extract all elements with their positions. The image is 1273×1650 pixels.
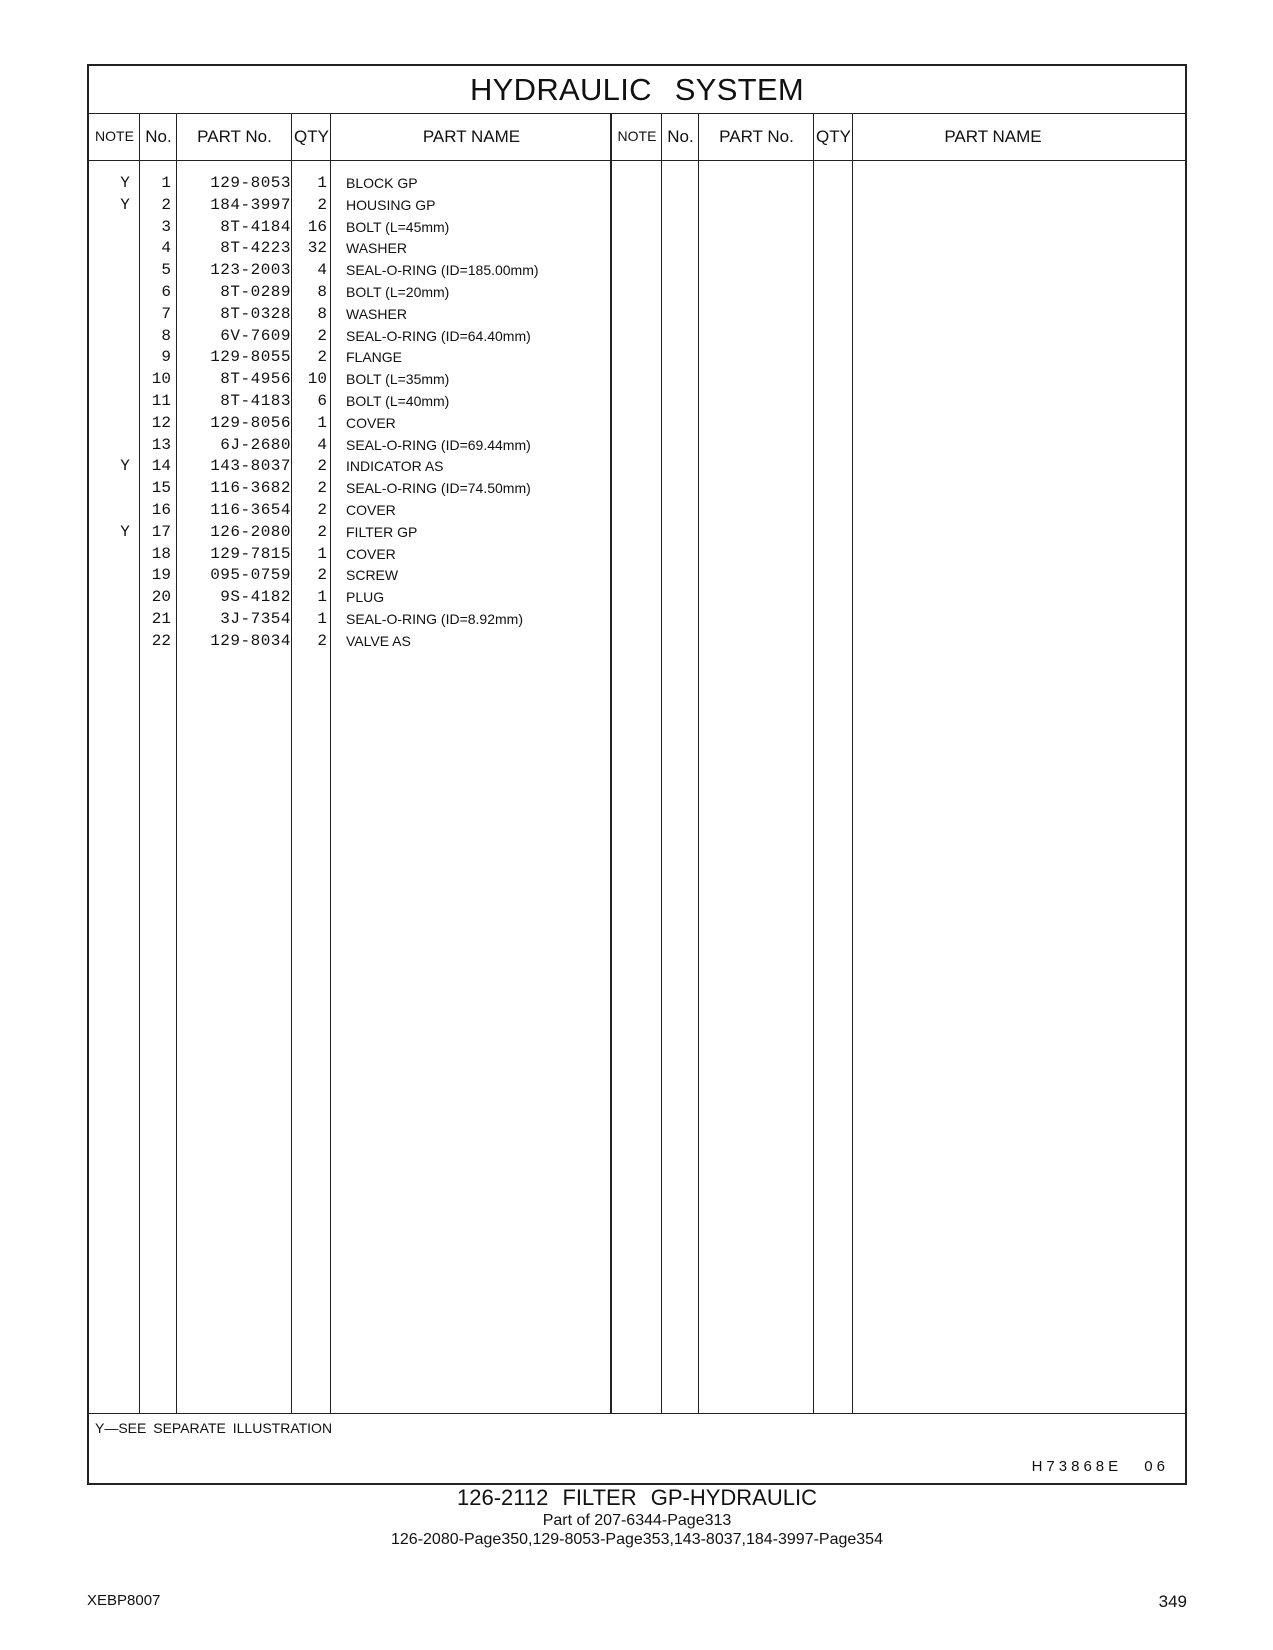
footnote: Y—SEE SEPARATE ILLUSTRATION bbox=[95, 1420, 333, 1436]
page-number: 349 bbox=[1158, 1592, 1187, 1611]
quantity: 1 bbox=[317, 174, 327, 192]
note-cell bbox=[119, 499, 131, 522]
quantity: 2 bbox=[317, 631, 327, 650]
note-cell bbox=[119, 412, 131, 435]
part-name: INDICATOR AS bbox=[346, 458, 444, 475]
table-row bbox=[89, 608, 634, 631]
header-qty-right: QTY bbox=[816, 127, 851, 146]
table-footer bbox=[89, 1413, 1185, 1486]
part-number: 184-3997 bbox=[210, 195, 291, 214]
quantity: 32 bbox=[307, 239, 327, 258]
item-number: 12 bbox=[151, 413, 171, 432]
item-number: 14 bbox=[151, 457, 171, 476]
part-number: 8T-4183 bbox=[220, 392, 291, 410]
header-part-name-right: PART NAME bbox=[944, 127, 1042, 146]
part-number: 126-2080 bbox=[210, 522, 291, 541]
header-part-no-right: PART No. bbox=[719, 127, 794, 146]
part-number: 116-3654 bbox=[210, 501, 291, 519]
note-cell bbox=[119, 325, 131, 348]
table-row bbox=[89, 216, 634, 239]
part-name: WASHER bbox=[346, 240, 407, 257]
table-row bbox=[89, 412, 634, 435]
note-cell: Y bbox=[120, 174, 130, 192]
part-number: 095-0759 bbox=[210, 566, 291, 585]
table-row bbox=[89, 259, 634, 282]
note-cell: Y bbox=[120, 522, 130, 541]
quantity: 2 bbox=[317, 479, 327, 498]
item-number: 22 bbox=[151, 631, 171, 650]
part-name: BOLT (L=35mm) bbox=[346, 371, 450, 388]
part-name: BLOCK GP bbox=[346, 175, 418, 191]
quantity: 1 bbox=[317, 544, 327, 563]
quantity: 1 bbox=[317, 413, 327, 432]
header-note-right: NOTE bbox=[617, 128, 657, 144]
part-name: COVER bbox=[346, 414, 396, 431]
quantity: 2 bbox=[317, 566, 327, 585]
quantity: 2 bbox=[317, 501, 327, 519]
note-cell bbox=[119, 390, 131, 413]
note-cell bbox=[119, 564, 131, 587]
item-number: 8 bbox=[161, 326, 171, 345]
part-number: 129-8053 bbox=[210, 174, 291, 192]
item-number: 10 bbox=[151, 370, 171, 389]
table-row bbox=[89, 325, 634, 348]
table-row bbox=[89, 477, 634, 500]
part-number: 8T-4223 bbox=[220, 239, 291, 258]
note-cell bbox=[119, 237, 131, 260]
item-number: 18 bbox=[151, 544, 171, 563]
quantity: 16 bbox=[307, 217, 327, 236]
header-part-no-left: PART No. bbox=[197, 127, 272, 146]
note-cell bbox=[119, 368, 131, 391]
note-cell bbox=[119, 543, 131, 566]
item-number: 2 bbox=[161, 195, 171, 214]
quantity: 10 bbox=[307, 370, 327, 389]
item-number: 5 bbox=[161, 261, 171, 280]
header-no-right: No. bbox=[667, 127, 694, 146]
part-number: 129-8055 bbox=[210, 348, 291, 367]
table-row bbox=[89, 346, 634, 369]
quantity: 4 bbox=[317, 261, 327, 280]
item-number: 4 bbox=[161, 239, 171, 258]
table-row bbox=[89, 390, 634, 413]
table-row bbox=[89, 564, 634, 587]
table-row bbox=[89, 237, 634, 260]
part-number: 6J-2680 bbox=[220, 435, 291, 454]
quantity: 2 bbox=[317, 326, 327, 345]
item-number: 6 bbox=[161, 283, 171, 301]
part-name: BOLT (L=45mm) bbox=[346, 218, 450, 235]
part-name: WASHER bbox=[346, 305, 407, 322]
item-number: 7 bbox=[161, 304, 171, 323]
part-name: SCREW bbox=[346, 567, 399, 584]
table-row bbox=[89, 586, 634, 609]
part-name: FLANGE bbox=[346, 349, 403, 366]
table-row bbox=[89, 434, 634, 457]
part-number: 8T-0289 bbox=[220, 283, 291, 301]
item-number: 15 bbox=[151, 479, 171, 498]
document-code: XEBP8007 bbox=[87, 1592, 161, 1609]
parts-list-body bbox=[89, 160, 1185, 1413]
part-number: 9S-4182 bbox=[220, 588, 291, 607]
note-cell bbox=[119, 586, 131, 609]
item-number: 16 bbox=[151, 501, 171, 519]
section-title: HYDRAULIC SYSTEM bbox=[89, 66, 1185, 114]
quantity: 8 bbox=[317, 283, 327, 301]
caption-title: 126-2112 FILTER GP-HYDRAULIC bbox=[457, 1485, 817, 1510]
quantity: 6 bbox=[317, 392, 327, 410]
drawing-code: H73868E 06 bbox=[1031, 1458, 1169, 1475]
table-row bbox=[89, 521, 634, 544]
part-name: SEAL-O-RING (ID=185.00mm) bbox=[346, 262, 539, 279]
part-name: SEAL-O-RING (ID=69.44mm) bbox=[346, 436, 531, 453]
quantity: 2 bbox=[317, 522, 327, 541]
header-note-left: NOTE bbox=[95, 128, 134, 144]
part-name: SEAL-O-RING (ID=74.50mm) bbox=[346, 480, 531, 497]
note-cell bbox=[119, 434, 131, 457]
item-number: 3 bbox=[161, 217, 171, 236]
note-cell bbox=[119, 303, 131, 326]
part-number: 8T-0328 bbox=[220, 304, 291, 323]
item-number: 1 bbox=[161, 174, 171, 192]
table-row bbox=[89, 630, 634, 653]
quantity: 2 bbox=[317, 195, 327, 214]
caption-part-of: Part of 207-6344-Page313 bbox=[542, 1512, 732, 1529]
part-number: 143-8037 bbox=[210, 457, 291, 476]
header-part-name-left: PART NAME bbox=[422, 127, 521, 146]
note-cell: Y bbox=[120, 457, 130, 476]
caption-references: 126-2080-Page350,129-8053-Page353,143-8037,184-3997-Page354 bbox=[391, 1531, 883, 1548]
header-qty-left: QTY bbox=[294, 127, 329, 146]
part-name: VALVE AS bbox=[346, 632, 411, 649]
part-name: COVER bbox=[346, 545, 396, 562]
part-name: BOLT (L=20mm) bbox=[346, 284, 450, 300]
part-number: 8T-4956 bbox=[220, 370, 291, 389]
quantity: 4 bbox=[317, 435, 327, 454]
table-row bbox=[89, 281, 634, 304]
note-cell bbox=[119, 281, 131, 304]
table-row bbox=[89, 194, 634, 217]
table-header-row bbox=[89, 113, 1185, 161]
parts-table-frame bbox=[87, 64, 1187, 1485]
part-name: SEAL-O-RING (ID=8.92mm) bbox=[346, 611, 523, 627]
note-cell bbox=[119, 477, 131, 500]
note-cell bbox=[119, 216, 131, 239]
part-number: 6V-7609 bbox=[220, 326, 291, 345]
item-number: 20 bbox=[151, 588, 171, 607]
part-name: BOLT (L=40mm) bbox=[346, 393, 450, 409]
caption bbox=[87, 1485, 1187, 1550]
part-number: 129-7815 bbox=[210, 544, 291, 563]
part-number: 129-8034 bbox=[210, 631, 291, 650]
part-name: HOUSING GP bbox=[346, 196, 436, 213]
item-number: 19 bbox=[151, 566, 171, 585]
item-number: 11 bbox=[151, 392, 171, 410]
quantity: 8 bbox=[317, 304, 327, 323]
part-name: COVER bbox=[346, 502, 396, 518]
quantity: 1 bbox=[317, 588, 327, 607]
table-row bbox=[89, 303, 634, 326]
item-number: 17 bbox=[151, 522, 171, 541]
quantity: 2 bbox=[317, 457, 327, 476]
note-cell: Y bbox=[120, 195, 130, 214]
item-number: 21 bbox=[151, 610, 171, 628]
table-row bbox=[89, 499, 634, 522]
item-number: 13 bbox=[151, 435, 171, 454]
note-cell bbox=[119, 608, 131, 631]
item-number: 9 bbox=[161, 348, 171, 367]
note-cell bbox=[119, 630, 131, 653]
note-cell bbox=[119, 259, 131, 282]
part-name: FILTER GP bbox=[346, 523, 418, 540]
note-cell bbox=[119, 346, 131, 369]
table-row bbox=[89, 172, 634, 195]
quantity: 2 bbox=[317, 348, 327, 367]
table-row bbox=[89, 455, 634, 478]
part-number: 116-3682 bbox=[210, 479, 291, 498]
header-no-left: No. bbox=[145, 127, 172, 146]
quantity: 1 bbox=[317, 610, 327, 628]
part-name: PLUG bbox=[346, 589, 385, 606]
table-row bbox=[89, 543, 634, 566]
part-name: SEAL-O-RING (ID=64.40mm) bbox=[346, 327, 531, 344]
part-number: 129-8056 bbox=[210, 413, 291, 432]
table-row bbox=[89, 368, 634, 391]
part-number: 123-2003 bbox=[210, 261, 291, 280]
part-number: 3J-7354 bbox=[220, 610, 291, 628]
part-number: 8T-4184 bbox=[220, 217, 291, 236]
